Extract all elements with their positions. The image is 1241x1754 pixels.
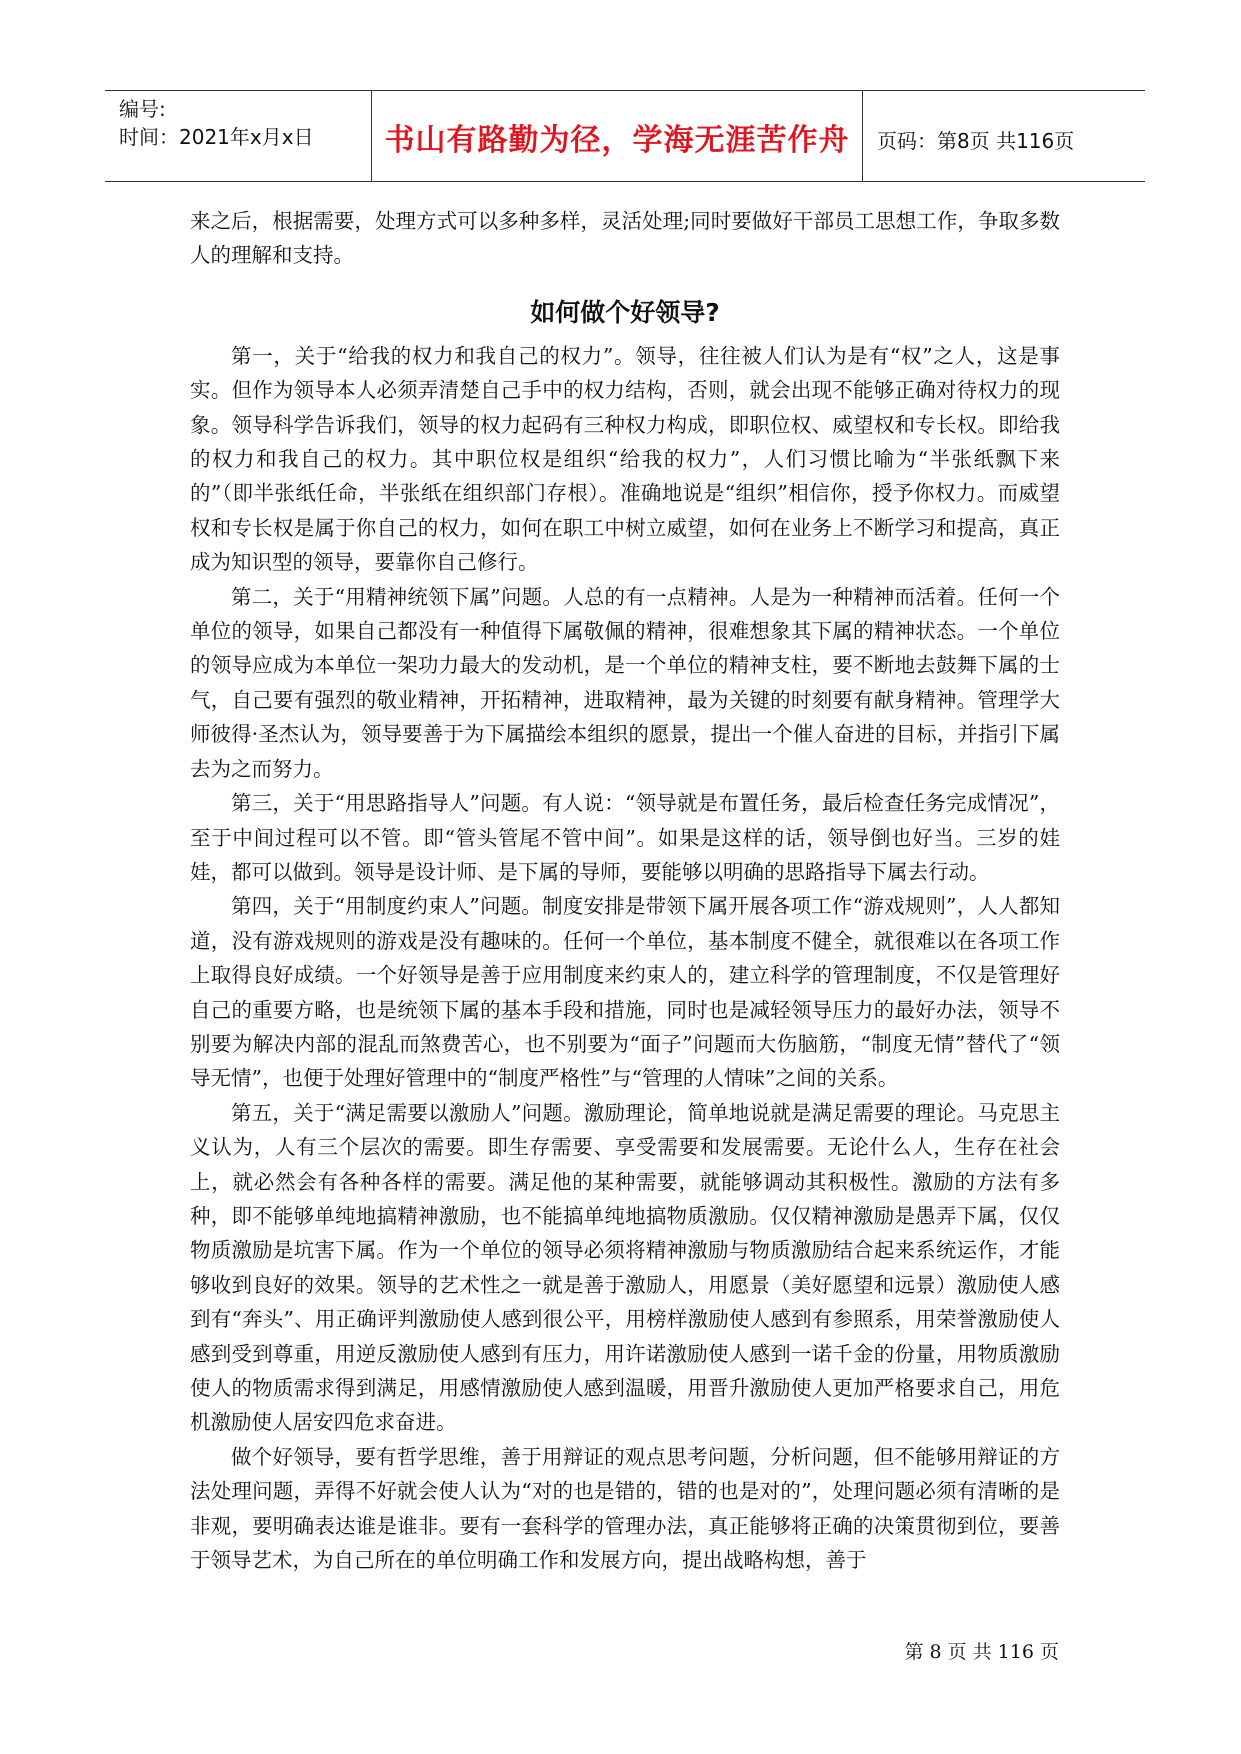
- header-motto-cell: [371, 91, 863, 181]
- header-meta-cell: [105, 91, 371, 181]
- paragraph-4: 第四，关于“用制度约束人”问题。制度安排是带领下属开展各项工作“游戏规则”，人人都知道，没有游戏规则的游戏是没有趣味的。任何一个单位，基本制度不健全，就很难以在各项工作上取得良好成绩。一个好领导是善于应用制度来约束人的，建立科学的管理制度，不仅是管理好自己的重要方略，也是统领下属的基本手段和措施，同时也是减轻领导压力的最好办法，领导不别要为解决内部的混乱而煞费苦心，也不别要为“面子”问题而大伤脑筋，“制度无情”替代了“领导无情”，也便于处理好管理中的“制度严格性”与“管理的人情味”之间的关系。: [190, 894, 1060, 1091]
- document-number-label: 编号:: [119, 97, 166, 121]
- document-body: [190, 204, 1060, 1577]
- paragraph-2: 第二，关于“用精神统领下属”问题。人总的有一点精神。人是为一种精神而活着。任何一个单位的领导，如果自己都没有一种值得下属敬佩的精神，很难想象其下属的精神状态。一个单位的领导应成为本单位一架功力最大的发动机，是一个单位的精神支柱，要不断地去鼓舞下属的士气，自己要有强烈的敬业精神，开拓精神，进取精神，最为关键的时刻要有献身精神。管理学大师彼得·圣杰认为，领导要善于为下属描绘本组织的愿景，提出一个催人奋进的目标，并指引下属去为之而努力。: [190, 584, 1060, 781]
- paragraph-1: 第一，关于“给我的权力和我自己的权力”。领导，往往被人们认为是有“权”之人，这是事实。但作为领导本人必须弄清楚自己手中的权力结构，否则，就会出现不能够正确对待权力的现象。领导科学告诉我们，领导的权力起码有三种权力构成，即职位权、威望权和专长权。即给我的权力和我自己的权力。其中职位权是组织“给我的权力”，人们习惯比喻为“半张纸飘下来的”（即半张纸任命，半张纸在组织部门存根）。准确地说是“组织”相信你，授予你权力。而威望权和专长权是属于你自己的权力，如何在职工中树立威望，如何在业务上不断学习和提高，真正成为知识型的领导，要靠你自己修行。: [190, 343, 1060, 575]
- header-page-number: 页码：第8页 共116页: [877, 129, 1075, 153]
- header-page-cell: [863, 91, 1145, 181]
- section-title: 如何做个好领导?: [530, 297, 720, 327]
- page-header: [105, 90, 1145, 182]
- document-time-label: 时间：2021年x月x日: [119, 125, 314, 149]
- paragraph-3: 第三，关于“用思路指导人”问题。有人说：“领导就是布置任务，最后检查任务完成情况”，至于中间过程可以不管。即“管头管尾不管中间”。如果是这样的话，领导倒也好当。三岁的娃娃，都可以做到。领导是设计师、是下属的导师，要能够以明确的思路指导下属去行动。: [190, 791, 1060, 884]
- page-footer: 第 8 页 共 116 页: [904, 1641, 1059, 1663]
- paragraph-5: 第五，关于“满足需要以激励人”问题。激励理论，简单地说就是满足需要的理论。马克思主义认为，人有三个层次的需要。即生存需要、享受需要和发展需要。无论什么人，生存在社会上，就必然会有各种各样的需要。满足他的某种需要，就能够调动其积极性。激励的方法有多种，即不能够单纯地搞精神激励，也不能搞单纯地搞物质激励。仅仅精神激励是愚弄下属，仅仅物质激励是坑害下属。作为一个单位的领导必须将精神激励与物质激励结合起来系统运作，才能够收到良好的效果。领导的艺术性之一就是善于激励人，用愿景（美好愿望和远景）激励使人感到有“奔头”、用正确评判激励使人感到很公平，用榜样激励使人感到有参照系，用荣誉激励使人感到受到尊重，用逆反激励使人感到有压力，用许诺激励使人感到一诺千金的份量，用物质激励使人的物质需求得到满足，用感情激励使人感到温暖，用晋升激励使人更加严格要求自己，用危机激励使人居安四危求奋进。: [190, 1100, 1060, 1435]
- paragraph-6: 做个好领导，要有哲学思维，善于用辩证的观点思考问题，分析问题，但不能够用辩证的方法处理问题，弄得不好就会使人认为“对的也是错的，错的也是对的”，处理问题必须有清晰的是非观，要明确表达谁是谁非。要有一套科学的管理办法，真正能够将正确的决策贯彻到位，要善于领导艺术，为自己所在的单位明确工作和发展方向，提出战略构想，善于: [190, 1444, 1060, 1573]
- intro-paragraph: 来之后，根据需要，处理方式可以多种多样，灵活处理;同时要做好干部员工思想工作，争取多数人的理解和支持。: [190, 209, 1060, 268]
- header-motto: 书山有路勤为径，学海无涯苦作舟: [384, 123, 850, 158]
